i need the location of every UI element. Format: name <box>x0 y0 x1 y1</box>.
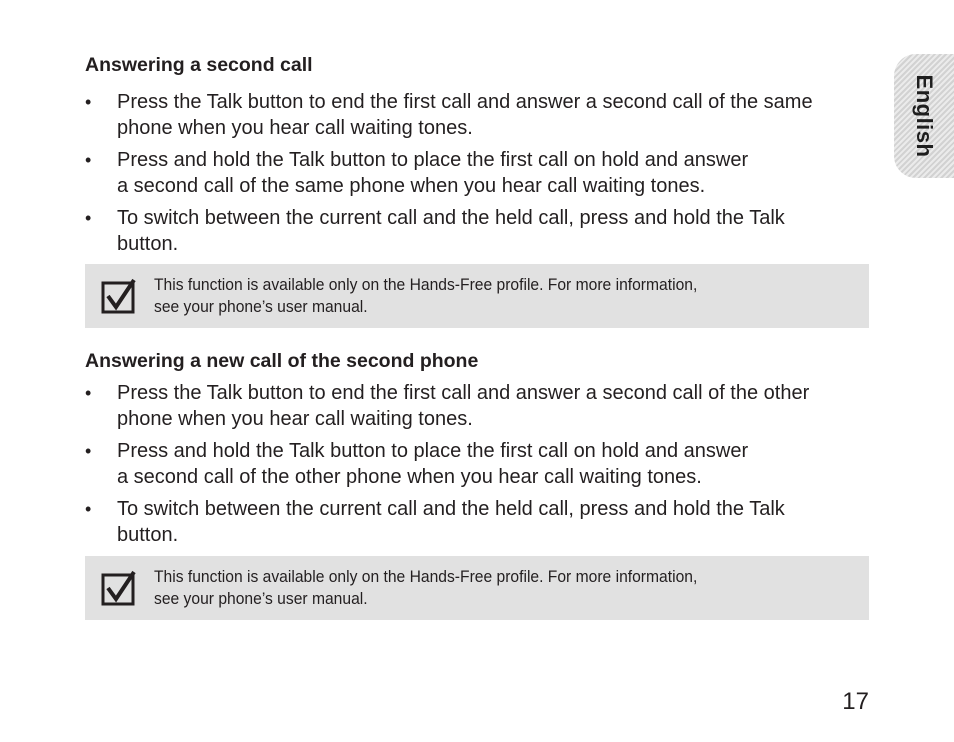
bullet-symbol: • <box>85 441 92 461</box>
note-text <box>154 566 745 610</box>
list-item <box>85 438 875 490</box>
bullet-symbol: • <box>85 383 92 403</box>
list-item-text: phone when you hear call waiting tones. <box>117 408 473 430</box>
list-item-text: Press the Talk button to end the first call and answer a second call of the other <box>117 382 810 404</box>
list-item-text: a second call of the same phone when you hear call waiting tones. <box>117 175 706 197</box>
page-number: 17 <box>842 688 869 715</box>
note-line: see your phone’s user manual. <box>154 297 368 316</box>
language-tab <box>894 54 954 178</box>
note-text <box>154 274 745 318</box>
checkbox-checked-icon <box>101 570 137 606</box>
section-heading-second-call: Answering a second call <box>85 54 313 76</box>
note-line: This function is available only on the Hands-Free profile. For more information, <box>154 567 698 586</box>
bullet-list-second-phone <box>85 380 875 554</box>
bullet-symbol: • <box>85 499 92 519</box>
bullet-symbol: • <box>85 150 92 170</box>
list-item <box>85 496 875 548</box>
bullet-symbol: • <box>85 208 92 228</box>
list-item <box>85 380 875 432</box>
note-box <box>85 556 869 620</box>
list-item-text: phone when you hear call waiting tones. <box>117 117 473 139</box>
list-item-text: To switch between the current call and the held call, press and hold the Talk <box>117 498 785 520</box>
list-item-text: button. <box>117 233 179 255</box>
list-item-text: Press the Talk button to end the first call and answer a second call of the same <box>117 91 813 113</box>
list-item <box>85 205 875 257</box>
list-item-text: button. <box>117 524 179 546</box>
list-item-text: To switch between the current call and the held call, press and hold the Talk <box>117 207 785 229</box>
bullet-list-second-call <box>85 89 875 263</box>
section-heading-second-phone: Answering a new call of the second phone <box>85 350 479 372</box>
note-line: This function is available only on the Hands-Free profile. For more information, <box>154 275 698 294</box>
note-box <box>85 264 869 328</box>
list-item-text: Press and hold the Talk button to place the first call on hold and answer <box>117 440 749 462</box>
checkbox-checked-icon <box>101 278 137 314</box>
bullet-symbol: • <box>85 92 92 112</box>
note-line: see your phone’s user manual. <box>154 589 368 608</box>
list-item-text: Press and hold the Talk button to place the first call on hold and answer <box>117 149 749 171</box>
list-item <box>85 89 875 141</box>
language-tab-label: English <box>912 74 937 158</box>
list-item-text: a second call of the other phone when you hear call waiting tones. <box>117 466 702 488</box>
list-item <box>85 147 875 199</box>
